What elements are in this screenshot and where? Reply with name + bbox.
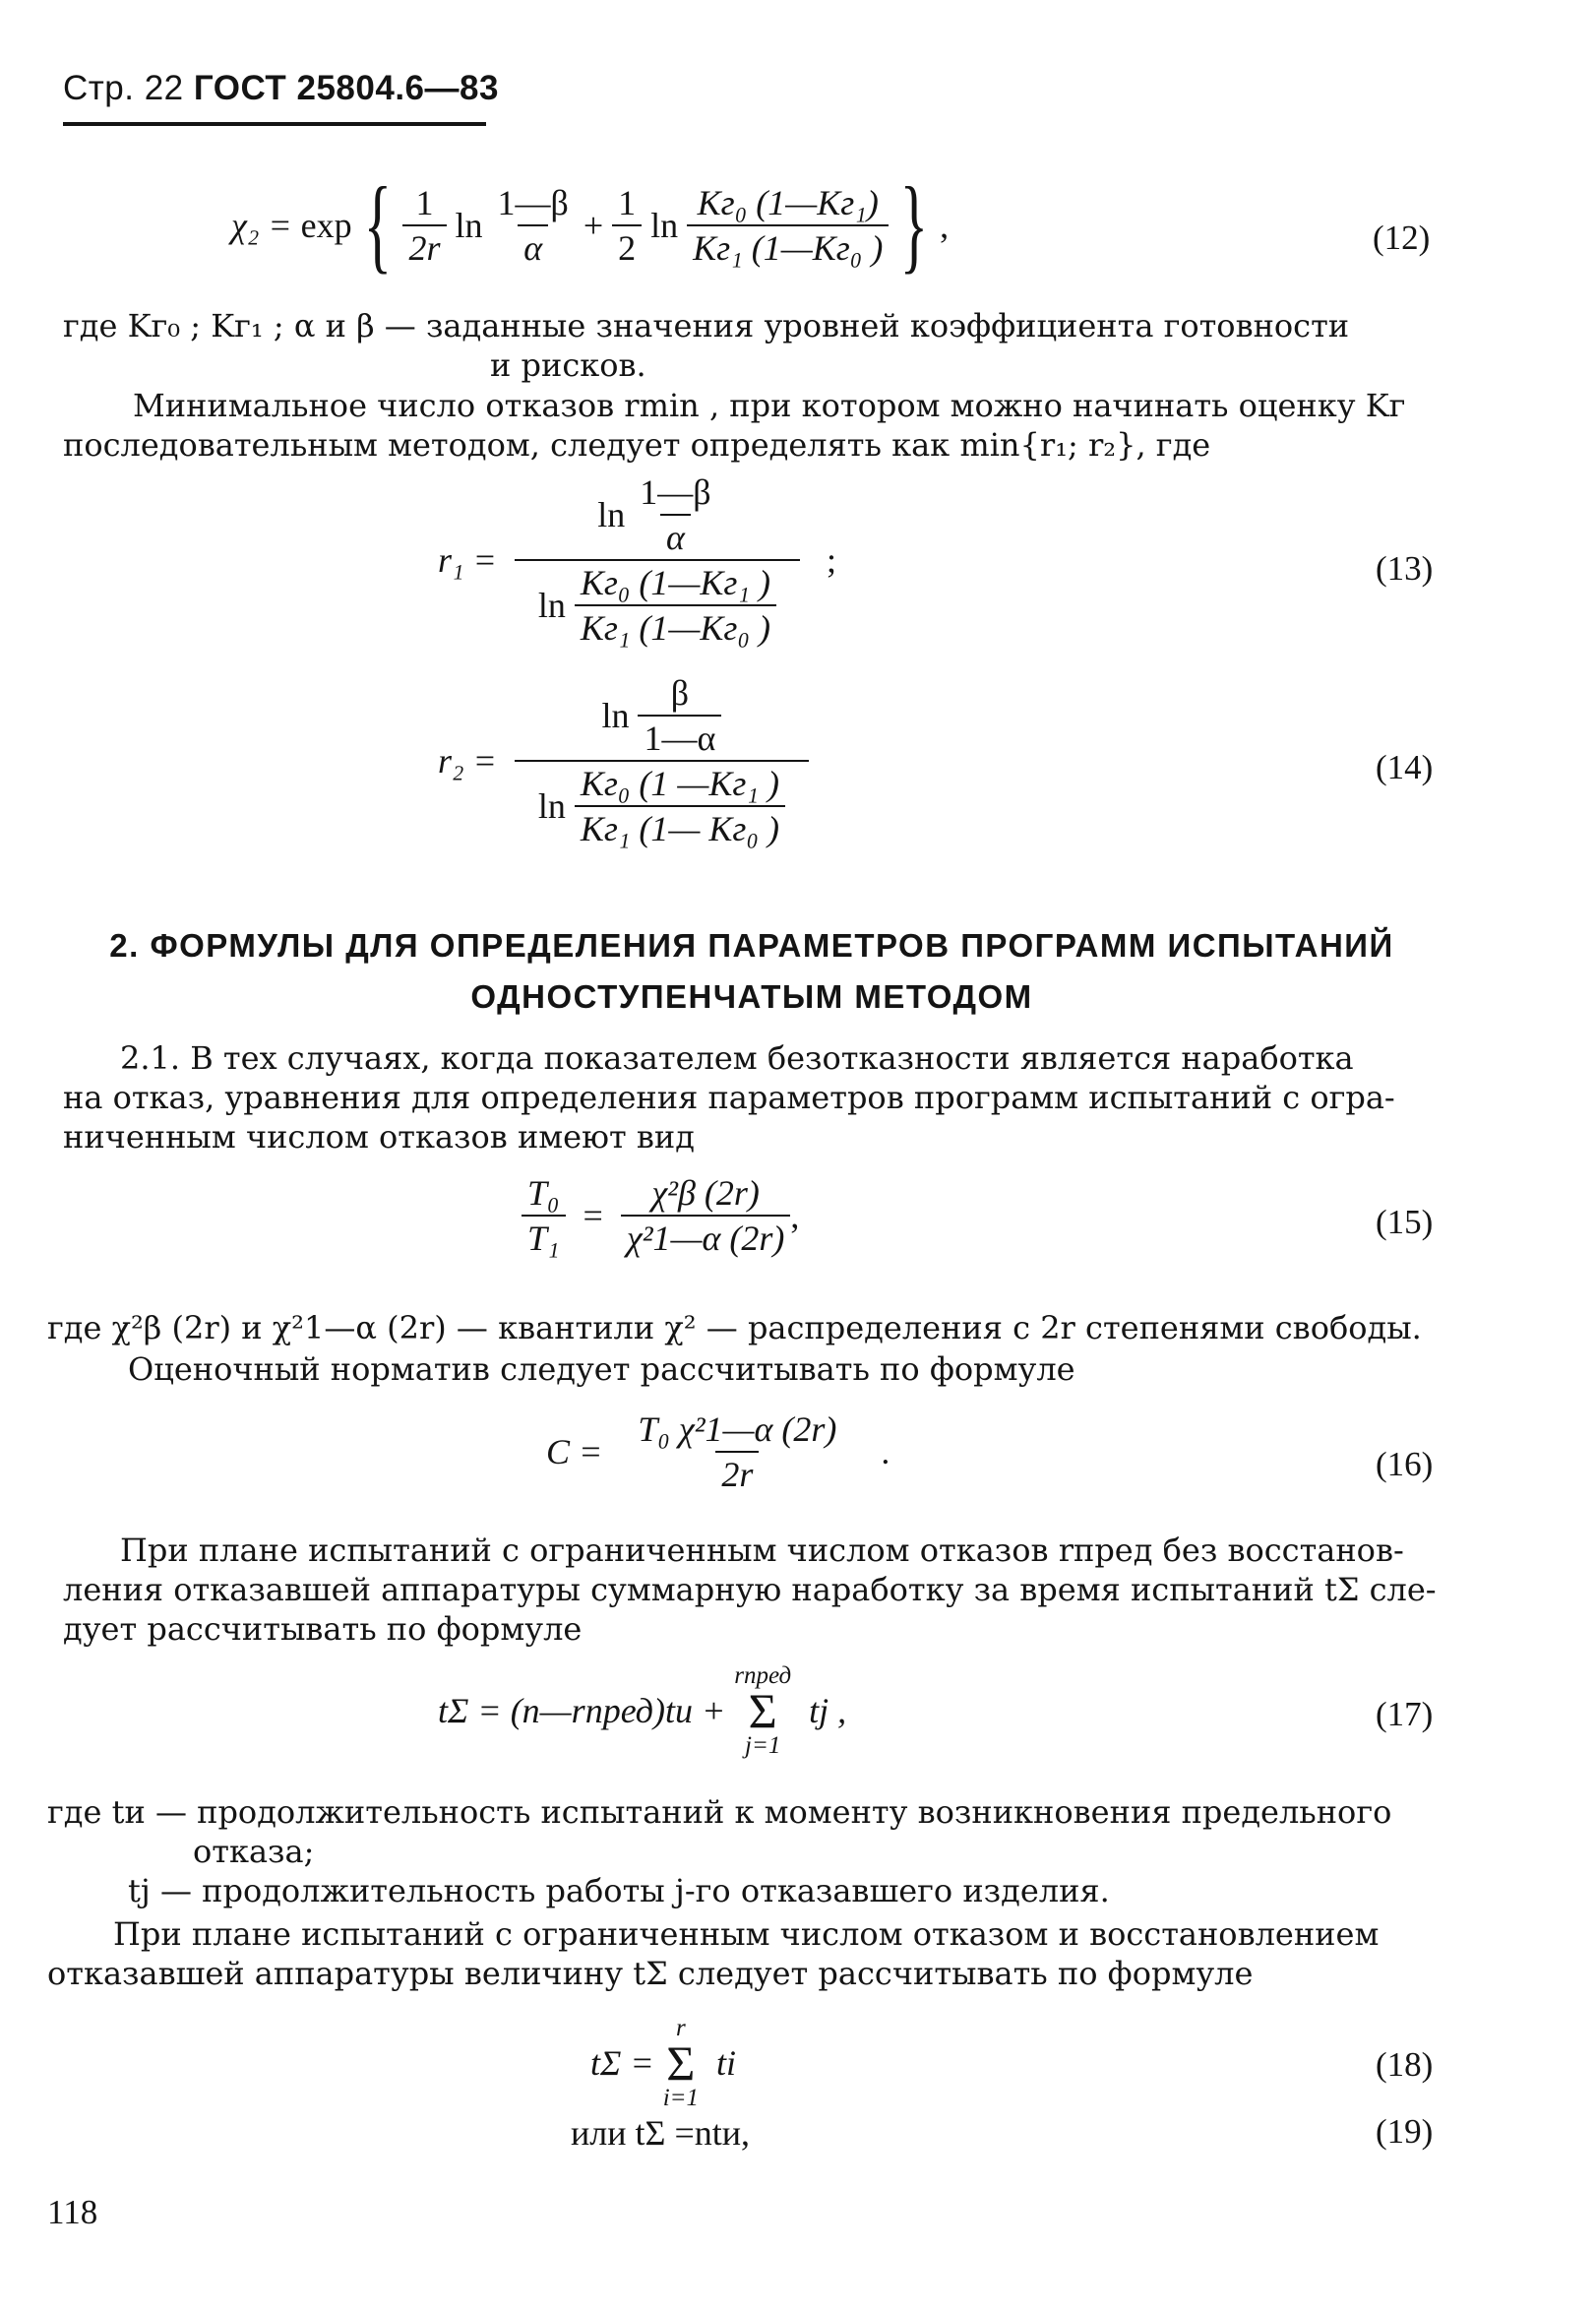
para21-line2: на отказ, уравнения для определения параметров программ испытаний с огра- xyxy=(63,1079,1395,1116)
eq12-tail: , xyxy=(940,206,950,245)
eq12-frac2-den: α xyxy=(518,224,548,270)
para21-line3: ниченным числом отказов имеют вид xyxy=(63,1118,695,1156)
eq12-frac4-num: Kг₀ (1—Kг₁) xyxy=(697,183,879,222)
eq17-sum xyxy=(734,1663,791,1758)
equation-17 xyxy=(438,1663,846,1758)
eq16-frac xyxy=(620,1407,854,1496)
eq12-frac4-den: Kг₁ (1—Kг₀ ) xyxy=(687,224,889,270)
eq13-top-frac xyxy=(634,470,716,559)
para16-line2: ления отказавшей аппаратуры суммарную наработку за время испытаний tΣ сле- xyxy=(63,1571,1437,1608)
para15-line1: где χ²β (2r) и χ²1—α (2r) — квантили χ² — распределения с 2r степенями свободы. xyxy=(47,1309,1422,1346)
eq18-term: ti xyxy=(716,2043,737,2083)
page-header xyxy=(63,69,499,108)
eq19-number: (19) xyxy=(1376,2112,1434,2151)
para15-line2: Оценочный норматив следует рассчитывать по формуле xyxy=(128,1350,1075,1388)
eq12-number: (12) xyxy=(1373,219,1431,257)
eq12-frac1-den: 2r xyxy=(402,224,446,270)
eq12-frac3 xyxy=(612,181,642,270)
equation-18 xyxy=(590,2016,736,2110)
eq12-plus: + xyxy=(583,206,604,245)
eq12-ln2: ln xyxy=(650,206,679,245)
eq18-sum-top: r xyxy=(675,2015,686,2041)
eq13-tail: ; xyxy=(826,540,836,580)
eq16-lhs: C = xyxy=(546,1432,603,1471)
eq12-open-brace: { xyxy=(363,166,392,283)
eq14-number: (14) xyxy=(1376,748,1434,786)
para12-line1: где Kг₀ ; Kг₁ ; α и β — заданные значения уровней коэффициента готовности xyxy=(63,307,1350,344)
section-heading-line1: 2. ФОРМУЛЫ ДЛЯ ОПРЕДЕЛЕНИЯ ПАРАМЕТРОВ ПРОГРАММ ИСПЫТАНИЙ xyxy=(109,927,1394,964)
eq17-lhs: tΣ = (n—rпред)tи + xyxy=(438,1691,726,1730)
eq13-bot-frac xyxy=(575,561,776,650)
eq12-frac3-den: 2 xyxy=(612,224,642,270)
eq14-bot-den: Kг₁ (1— Kг₀ ) xyxy=(575,805,785,850)
section-heading-line2: ОДНОСТУПЕНЧАТЫМ МЕТОДОМ xyxy=(470,978,1033,1015)
eq15-tail: , xyxy=(790,1196,800,1235)
para16-line1: При плане испытаний с ограниченным числом отказов rпред без восстанов- xyxy=(120,1532,1404,1569)
equation-15 xyxy=(522,1171,799,1260)
para16-line3: дует рассчитывать по формуле xyxy=(63,1610,583,1648)
para12-line2: и рисков. xyxy=(490,346,646,384)
eq13-bot-den: Kг₁ (1—Kг₀ ) xyxy=(575,604,776,650)
eq18-lhs: tΣ = xyxy=(590,2043,654,2083)
eq13-number: (13) xyxy=(1376,549,1434,588)
para17-line2: отказа; xyxy=(193,1833,315,1870)
equation-13 xyxy=(438,470,836,650)
eq15-right-num: χ²β (2r) xyxy=(651,1173,760,1213)
eq13-top-den: α xyxy=(660,514,691,559)
para17-line4: При плане испытаний с ограниченным числом отказом и восстановлением xyxy=(113,1915,1380,1953)
eq15-left-num: T₀ xyxy=(527,1173,560,1213)
header-prefix: Стр. 22 xyxy=(63,69,184,107)
para12-line4: последовательным методом, следует определять как min{r₁; r₂}, где xyxy=(63,426,1211,464)
eq13-main-frac xyxy=(515,470,800,650)
eq18-sum-bot: i=1 xyxy=(662,2085,700,2111)
eq14-top-num: β xyxy=(670,673,690,713)
eq16-num: T₀ χ²1—α (2r) xyxy=(638,1409,837,1449)
eq16-tail: . xyxy=(881,1432,890,1471)
eq14-top-frac xyxy=(638,671,721,760)
eq19-text: или tΣ =ntи, xyxy=(571,2113,751,2153)
eq14-bot-frac xyxy=(575,762,785,850)
para17-line3: tj — продолжительность работы j-го отказавшего изделия. xyxy=(128,1872,1110,1909)
eq16-number: (16) xyxy=(1376,1445,1434,1483)
eq14-lhs: r₂ = xyxy=(438,741,497,781)
eq18-sum xyxy=(663,2016,699,2110)
eq14-ln-bot: ln xyxy=(537,786,566,826)
eq17-sum-top: rпред xyxy=(734,1662,792,1689)
eq14-bot-num: Kг₀ (1 —Kг₁ ) xyxy=(580,764,779,803)
eq14-main-frac xyxy=(515,671,809,850)
para21-line1: 2.1. В тех случаях, когда показателем безотказности является наработка xyxy=(120,1039,1354,1077)
para12-line3: Минимальное число отказов rmin , при котором можно начинать оценку Kг xyxy=(133,387,1406,424)
page-number: 118 xyxy=(47,2193,98,2231)
eq13-bot-num: Kг₀ (1—Kг₁ ) xyxy=(580,563,770,602)
equation-16 xyxy=(546,1407,890,1496)
eq15-equals: = xyxy=(583,1196,603,1235)
eq14-ln-top: ln xyxy=(601,696,630,735)
eq12-frac2 xyxy=(492,181,575,270)
eq13-top-num: 1—β xyxy=(640,472,711,512)
equation-12 xyxy=(231,166,950,283)
header-standard: ГОСТ 25804.6—83 xyxy=(193,69,499,107)
para17-line5: отказавшей аппаратуры величину tΣ следует рассчитывать по формуле xyxy=(47,1955,1254,1992)
eq13-ln-top: ln xyxy=(597,495,626,534)
eq15-left-den: T₁ xyxy=(522,1215,566,1260)
header-rule xyxy=(63,122,486,126)
eq12-close-brace: } xyxy=(899,166,929,283)
eq13-main-den xyxy=(515,559,800,650)
eq12-frac4 xyxy=(687,181,889,270)
section-heading xyxy=(63,920,1441,1023)
eq18-sigma: Σ xyxy=(666,2035,696,2091)
eq15-right-frac xyxy=(621,1171,791,1260)
eq14-top-den: 1—α xyxy=(638,715,721,760)
eq17-sigma: Σ xyxy=(748,1683,777,1738)
equation-14 xyxy=(438,671,809,850)
eq17-sum-bot: j=1 xyxy=(745,1732,781,1759)
eq12-frac1 xyxy=(402,181,446,270)
eq13-ln-bot: ln xyxy=(537,586,566,625)
eq12-lhs: χ₂ = xyxy=(231,206,292,245)
eq12-ln1: ln xyxy=(455,206,483,245)
eq12-exp: exp xyxy=(300,206,352,245)
eq18-number: (18) xyxy=(1376,2045,1434,2084)
eq12-frac2-num: 1—β xyxy=(497,183,569,222)
eq16-den: 2r xyxy=(715,1451,759,1496)
eq14-main-num xyxy=(595,671,727,760)
eq17-number: (17) xyxy=(1376,1695,1434,1733)
para17-line1: где tи — продолжительность испытаний к моменту возникновения предельного xyxy=(47,1793,1392,1831)
eq13-lhs: r₁ = xyxy=(438,540,497,580)
eq12-frac3-num: 1 xyxy=(618,183,637,222)
eq17-term: tj , xyxy=(809,1691,847,1730)
eq13-main-num xyxy=(591,470,722,559)
eq15-number: (15) xyxy=(1376,1203,1434,1241)
eq12-frac1-num: 1 xyxy=(415,183,434,222)
eq15-left-frac xyxy=(522,1171,566,1260)
eq14-main-den xyxy=(515,760,809,850)
eq15-right-den: χ²1—α (2r) xyxy=(621,1215,791,1260)
